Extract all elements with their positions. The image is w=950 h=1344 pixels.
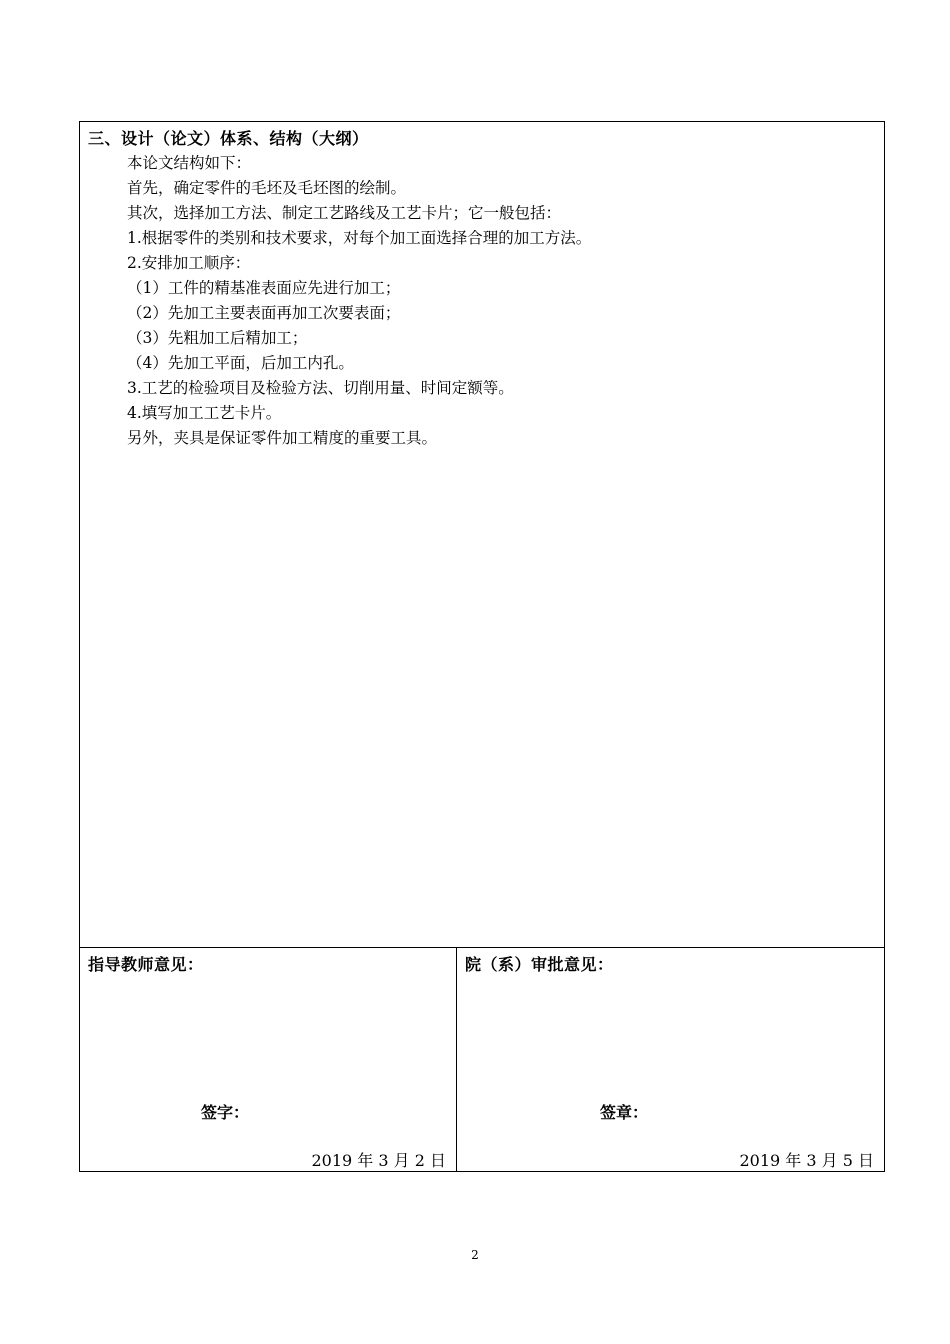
- outline-line: 1.根据零件的类别和技术要求，对每个加工面选择合理的加工方法。: [127, 229, 592, 247]
- outline-cell: [80, 122, 884, 948]
- outline-line: （3）先粗加工后精加工；: [127, 329, 308, 347]
- advisor-opinion-title: 指导教师意见：: [88, 955, 204, 974]
- outline-line: 其次，选择加工方法、制定工艺路线及工艺卡片；它一般包括：: [127, 204, 562, 222]
- outline-line: 4.填写加工工艺卡片。: [127, 404, 282, 422]
- outline-line: 3.工艺的检验项目及检验方法、切削用量、时间定额等。: [127, 379, 514, 397]
- advisor-date: 2019 年 3 月 2 日: [311, 1151, 446, 1170]
- section-title: 三、设计（论文）体系、结构（大纲）: [88, 129, 369, 148]
- department-opinion-title: 院（系）审批意见：: [465, 955, 614, 974]
- department-date: 2019 年 3 月 5 日: [739, 1151, 874, 1170]
- outline-line: （4）先加工平面，后加工内孔。: [127, 354, 354, 372]
- outline-line: （1）工件的精基准表面应先进行加工；: [127, 279, 401, 297]
- advisor-signature-label: 签字：: [201, 1103, 250, 1122]
- form-table: [79, 121, 885, 1172]
- outline-lines: [127, 151, 591, 451]
- page-number: 2: [471, 1248, 479, 1262]
- department-seal-label: 签章：: [600, 1103, 649, 1122]
- outline-line: 另外，夹具是保证零件加工精度的重要工具。: [127, 429, 438, 447]
- outline-line: 本论文结构如下：: [127, 154, 252, 172]
- outline-line: 2.安排加工顺序：: [127, 254, 251, 272]
- outline-line: 首先，确定零件的毛坯及毛坯图的绘制。: [127, 179, 407, 197]
- advisor-opinion-cell: [80, 948, 457, 1172]
- department-opinion-cell: [457, 948, 884, 1172]
- outline-line: （2）先加工主要表面再加工次要表面；: [127, 304, 401, 322]
